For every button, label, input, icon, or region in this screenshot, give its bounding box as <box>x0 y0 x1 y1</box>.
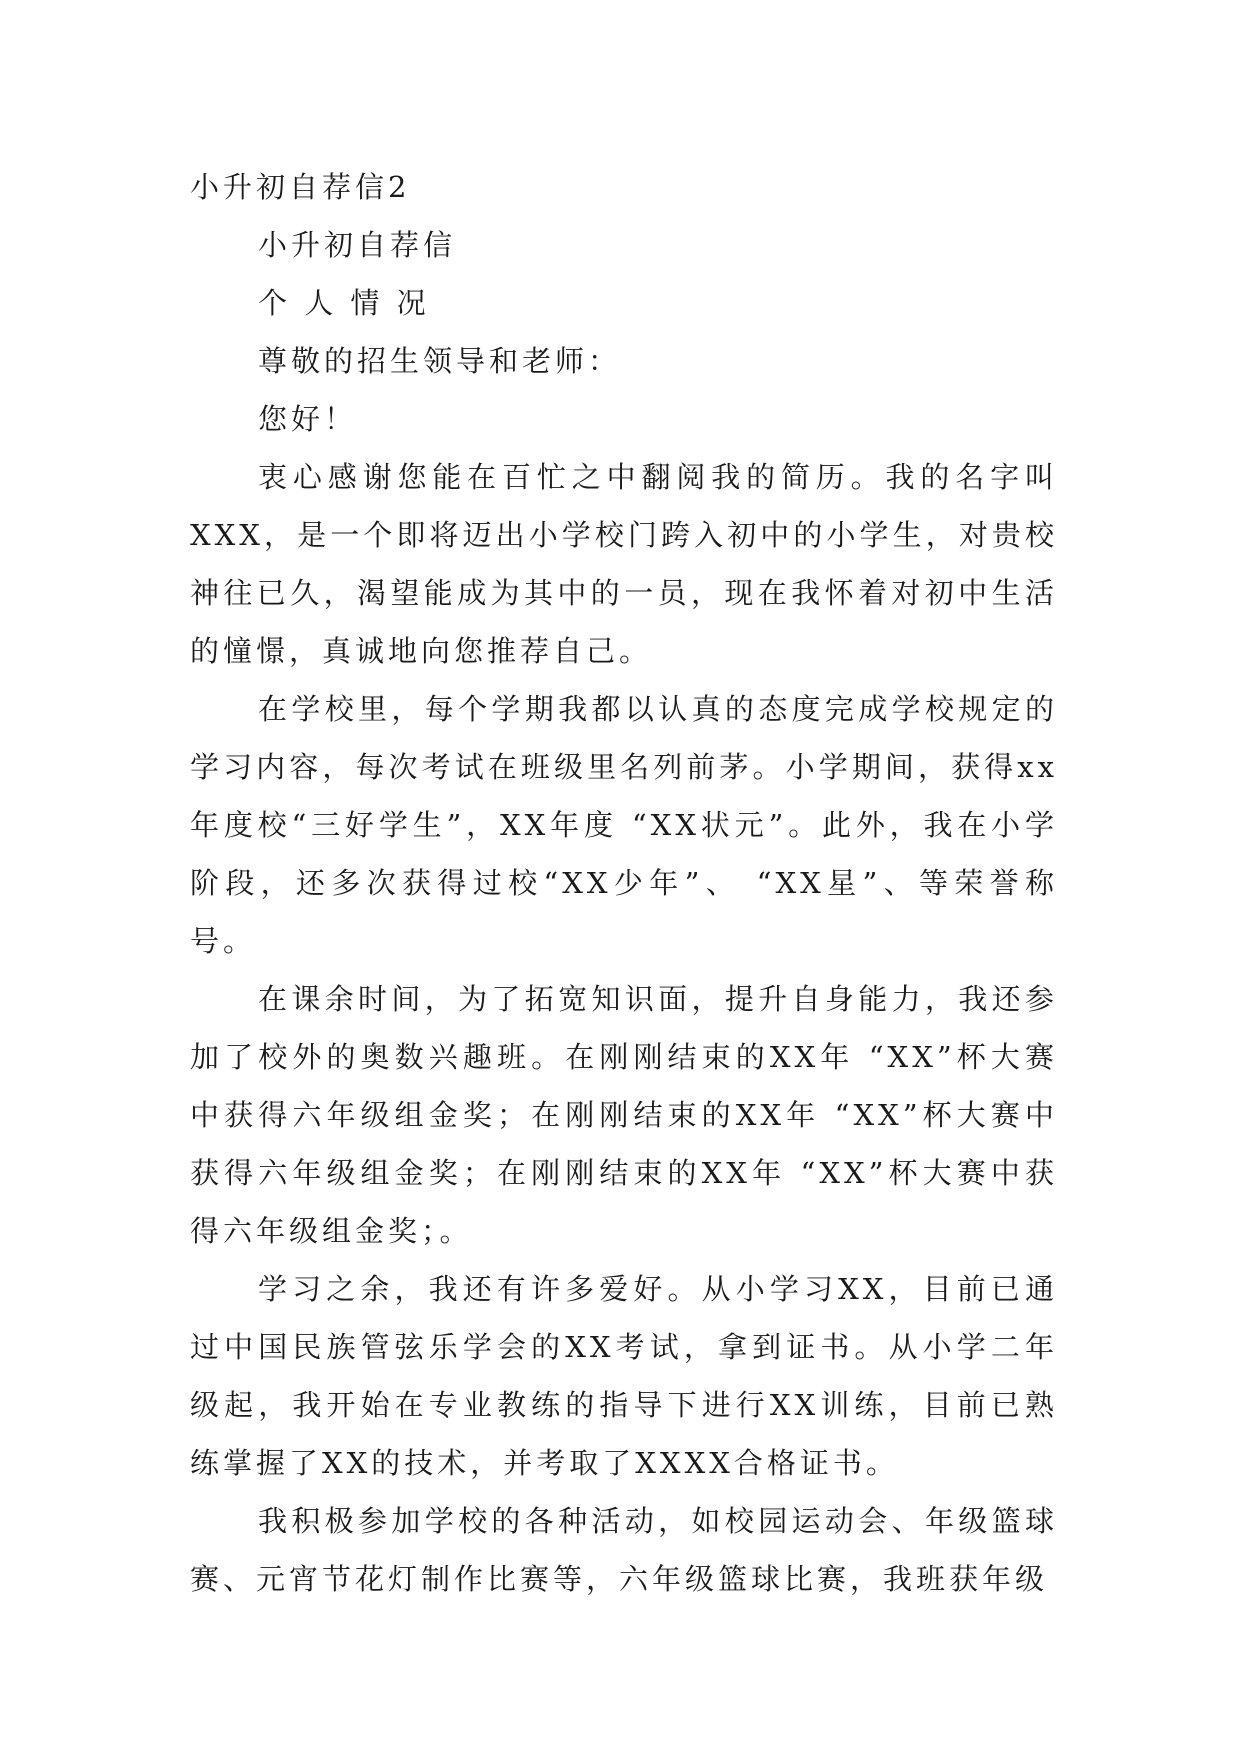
paragraph-activities: 我积极参加学校的各种活动，如校园运动会、年级篮球赛、元宵节花灯制作比赛等，六年级篮球比赛，我班获年级 <box>190 1504 1058 1596</box>
paragraph-hobbies: 学习之余，我还有许多爱好。从小学习XX，目前已通过中国民族管弦乐学会的XX考试，拿到证书。从小学二年级起，我开始在专业教练的指导下进行XX训练，目前已熟练掌握了XX的技术，并考取了XXXX合格证书。 <box>190 1272 1058 1480</box>
paragraph-school-performance: 在学校里，每个学期我都以认真的态度完成学校规定的学习内容，每次考试在班级里名列前茅。小学期间，获得xx年度校“三好学生”，XX年度 “XX状元”。此外，我在小学阶段，还多次获得过校“XX少年”、 “XX星”、等荣誉称号。 <box>190 692 1058 958</box>
paragraph-extracurricular: 在课余时间，为了拓宽知识面，提升自身能力，我还参加了校外的奥数兴趣班。在刚刚结束的XX年 “XX”杯大赛中获得六年级组金奖；在刚刚结束的XX年 “XX”杯大赛中获得六年级组金奖；在刚刚结束的XX年 “XX”杯大赛中获得六年级组金奖；。 <box>190 982 1058 1248</box>
letter-title: 小升初自荐信 <box>258 228 457 262</box>
salutation: 尊敬的招生领导和老师： <box>258 344 622 378</box>
section-label: 个 人 情 况 <box>258 286 430 320</box>
greeting: 您好！ <box>258 402 358 436</box>
document-header-title: 小升初自荐信2 <box>190 170 411 204</box>
paragraph-thanks: 衷心感谢您能在百忙之中翻阅我的简历。我的名字叫XXX，是一个即将迈出小学校门跨入初中的小学生，对贵校神往已久，渴望能成为其中的一员，现在我怀着对初中生活的憧憬，真诚地向您推荐自己。 <box>190 460 1058 668</box>
document-body <box>190 158 1058 1608</box>
